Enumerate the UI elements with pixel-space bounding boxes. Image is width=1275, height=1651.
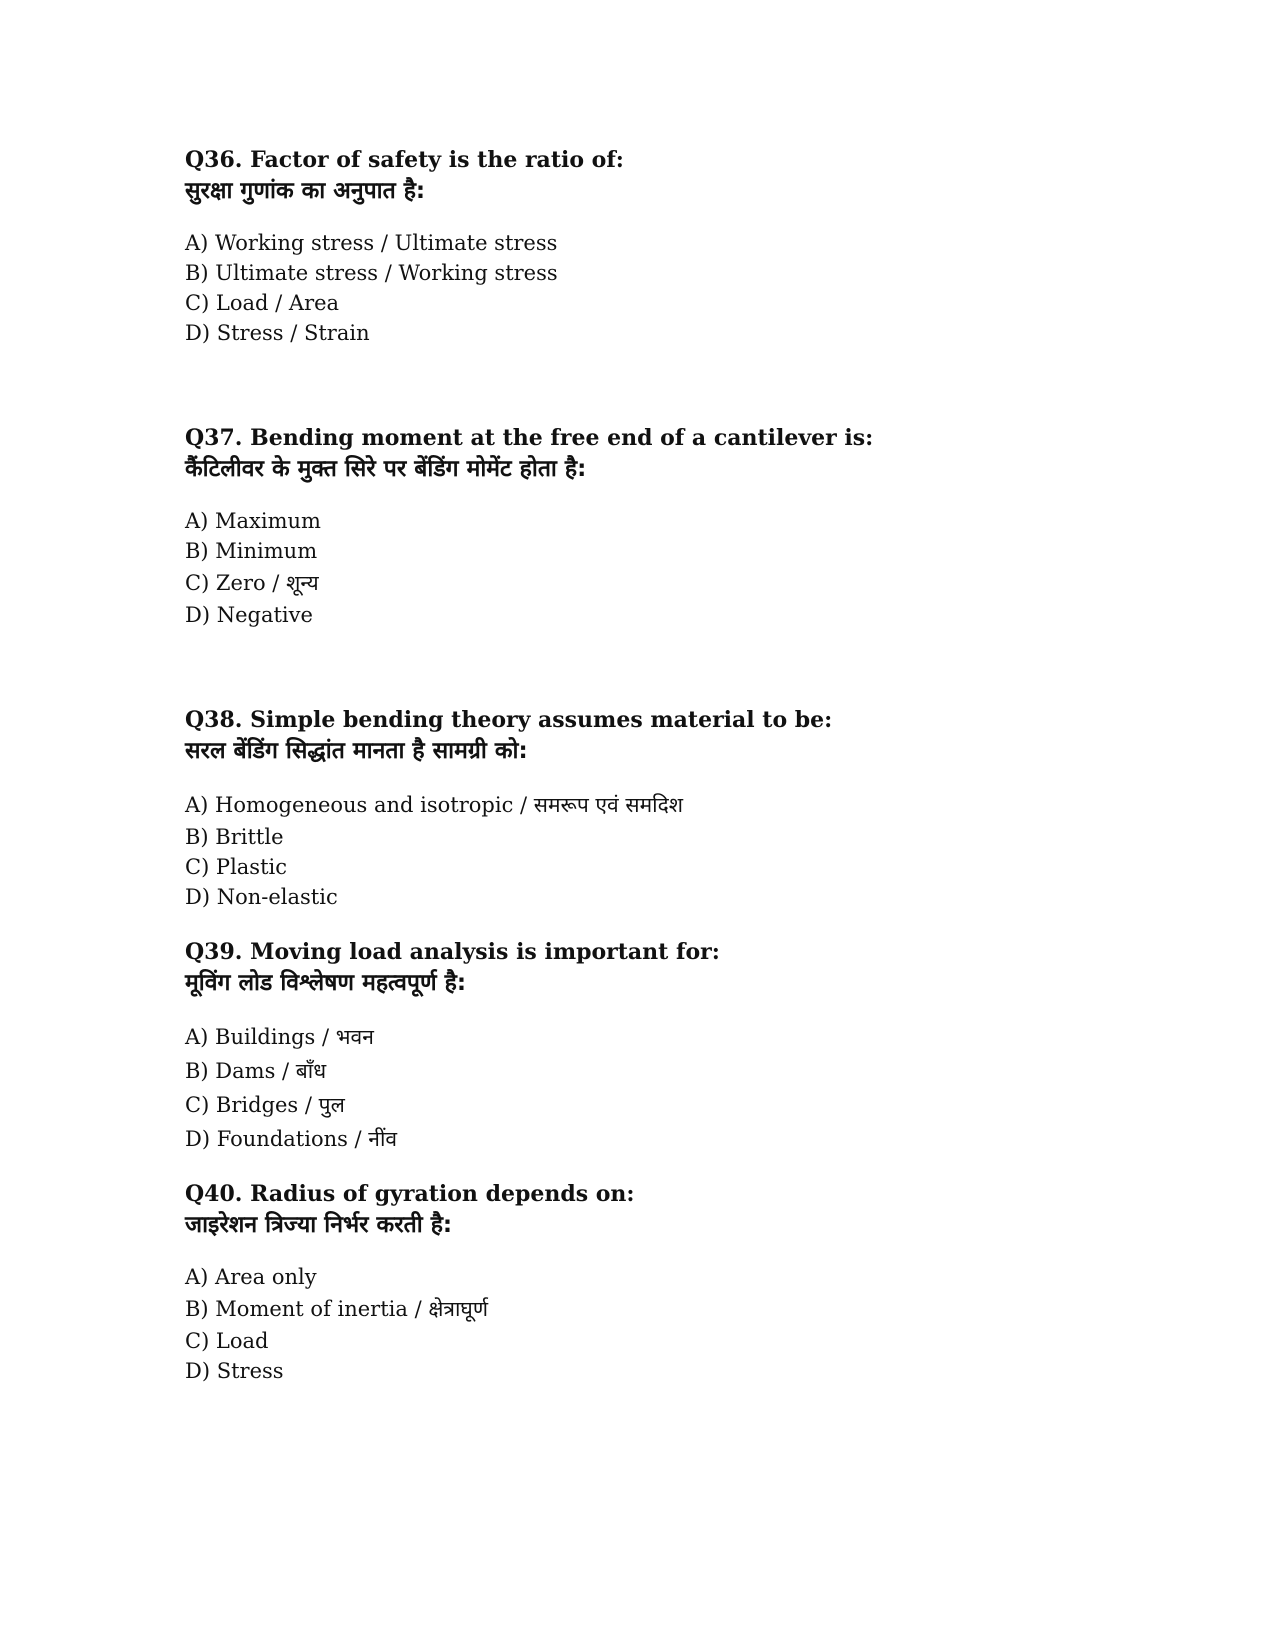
option-b: B) Minimum <box>185 539 318 563</box>
question-title-hi: सरल बेंडिंग सिद्धांत मानता है सामग्री को: <box>185 738 528 764</box>
question-39 <box>185 937 1085 1156</box>
option-b: B) Brittle <box>185 825 284 849</box>
question-38 <box>185 705 1085 912</box>
option-a: A) Maximum <box>185 509 321 533</box>
option-a: A) Homogeneous and isotropic / समरूप एवं समदिश <box>185 793 684 817</box>
option-list <box>185 228 1085 348</box>
option-d: D) Stress <box>185 1359 284 1383</box>
question-36 <box>185 145 1085 348</box>
option-b: B) Dams / बाँध <box>185 1059 327 1083</box>
option-d: D) Foundations / नींव <box>185 1127 398 1151</box>
option-d: D) Negative <box>185 603 313 627</box>
option-list <box>185 506 1085 630</box>
option-list <box>185 1020 1085 1156</box>
question-title-hi: मूविंग लोड विश्लेषण महत्वपूर्ण है: <box>185 970 467 996</box>
question-title-en: Q36. Factor of safety is the ratio of: <box>185 147 624 173</box>
question-title-hi: जाइरेशन त्रिज्या निर्भर करती है: <box>185 1212 453 1238</box>
question-40 <box>185 1179 1085 1386</box>
option-b: B) Ultimate stress / Working stress <box>185 261 558 285</box>
option-a: A) Area only <box>185 1265 317 1289</box>
option-c: C) Plastic <box>185 855 287 879</box>
question-37 <box>185 423 1085 630</box>
option-list <box>185 1262 1085 1386</box>
question-title-hi: कैंटिलीवर के मुक्त सिरे पर बेंडिंग मोमेंट होता है: <box>185 456 587 482</box>
question-title-en: Q39. Moving load analysis is important for: <box>185 939 720 965</box>
question-title-en: Q38. Simple bending theory assumes material to be: <box>185 707 833 733</box>
option-d: D) Non-elastic <box>185 885 338 909</box>
option-c: C) Zero / शून्य <box>185 571 319 595</box>
option-list <box>185 788 1085 912</box>
option-d: D) Stress / Strain <box>185 321 370 345</box>
question-title-en: Q37. Bending moment at the free end of a cantilever is: <box>185 425 874 451</box>
option-c: C) Load / Area <box>185 291 340 315</box>
option-c: C) Load <box>185 1329 269 1353</box>
option-a: A) Buildings / भवन <box>185 1025 374 1049</box>
option-c: C) Bridges / पुल <box>185 1093 345 1117</box>
question-title-en: Q40. Radius of gyration depends on: <box>185 1181 635 1207</box>
option-b: B) Moment of inertia / क्षेत्राघूर्ण <box>185 1297 489 1321</box>
option-a: A) Working stress / Ultimate stress <box>185 231 558 255</box>
question-title-hi: सुरक्षा गुणांक का अनुपात है: <box>185 178 426 204</box>
